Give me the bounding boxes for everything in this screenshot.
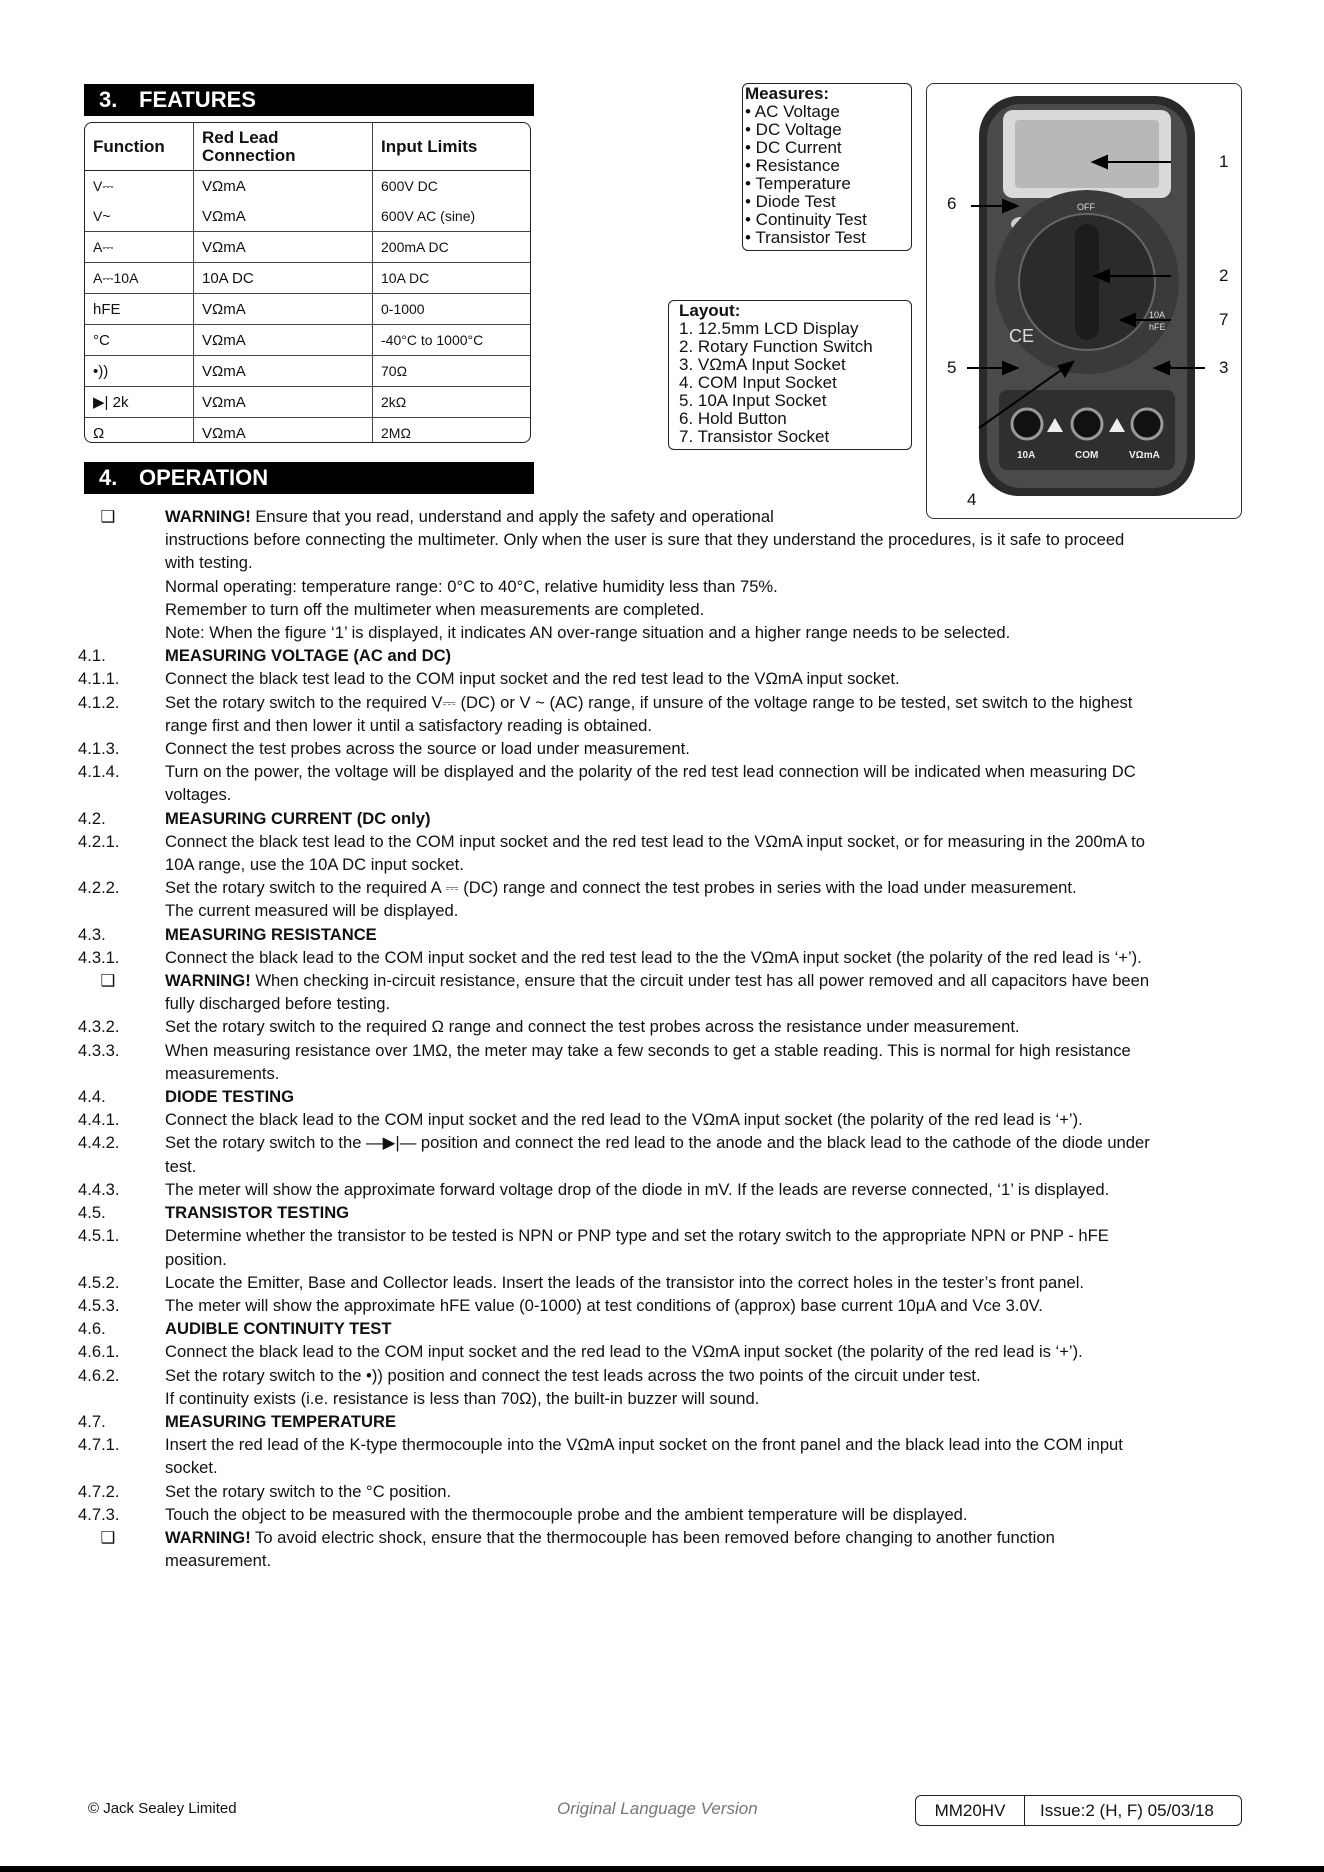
table-cell: 0-1000 xyxy=(373,294,531,325)
list-item: • Resistance xyxy=(745,156,840,175)
text-line xyxy=(78,1108,1248,1131)
multimeter-image xyxy=(927,84,1241,518)
checkbox-icon: ❑ xyxy=(100,507,116,526)
section-heading xyxy=(78,923,1248,946)
table-row xyxy=(85,294,530,325)
item-text: measurements. xyxy=(165,1063,280,1083)
table-cell: -40°C to 1000°C xyxy=(373,325,531,356)
item-text: WARNING! Ensure that you read, understand and apply the safety and operational xyxy=(165,507,774,526)
item-text: Locate the Emitter, Base and Collector leads. Insert the leads of the transistor into the correct holes in the tester’s front panel. xyxy=(165,1272,1085,1292)
item-text: MEASURING TEMPERATURE xyxy=(165,1411,397,1431)
item-number xyxy=(78,1387,165,1410)
text-line xyxy=(78,667,1248,690)
table-row xyxy=(85,232,530,263)
bottom-rule xyxy=(0,1866,1324,1872)
item-number: 4.3.2. xyxy=(78,1017,120,1037)
text-line xyxy=(78,1155,1248,1178)
table-cell: 2kΩ xyxy=(373,387,531,418)
text-line xyxy=(78,783,1248,806)
text-line xyxy=(78,1433,1248,1456)
text-line xyxy=(78,1224,1248,1247)
list-item: 7. Transistor Socket xyxy=(679,427,830,446)
item-number: 4.5. xyxy=(78,1203,106,1223)
table-row xyxy=(85,325,530,356)
text-line xyxy=(78,1015,1248,1038)
item-number xyxy=(78,783,165,806)
dial-label: OFF xyxy=(1077,202,1095,212)
table-cell: 10A DC xyxy=(194,263,373,294)
table-row xyxy=(85,387,530,418)
item-number: 4.1.4. xyxy=(78,762,120,782)
list-item: • Transistor Test xyxy=(745,228,866,247)
callout-6: 6 xyxy=(947,194,957,213)
item-number xyxy=(78,1155,165,1178)
item-text: Set the rotary switch to the •)) position and connect the test leads across the two points of the circuit under test. xyxy=(165,1365,981,1385)
item-number: 4.7.2. xyxy=(78,1481,120,1501)
item-number xyxy=(78,598,165,621)
item-number: 4.6.1. xyxy=(78,1342,120,1362)
features-table xyxy=(84,122,531,443)
item-number: 4.4. xyxy=(78,1087,106,1107)
item-text: Determine whether the transistor to be tested is NPN or PNP type and set the rotary switch to the appropriate NPN or PNP - hFE xyxy=(165,1226,1109,1246)
item-number: 4.2.1. xyxy=(78,831,120,851)
text-line xyxy=(78,575,1248,598)
warning-item xyxy=(78,969,1248,992)
section-heading xyxy=(78,1317,1248,1340)
table-cell: VΩmA xyxy=(194,387,373,418)
text-line xyxy=(78,1503,1248,1526)
operation-text xyxy=(78,505,1248,1572)
text-line xyxy=(78,853,1248,876)
item-text: Set the rotary switch to the °C position. xyxy=(165,1481,452,1501)
warning-item xyxy=(78,1526,1248,1549)
item-text: MEASURING CURRENT (DC only) xyxy=(165,808,431,828)
table-cell: 70Ω xyxy=(373,356,531,387)
item-text: with testing. xyxy=(165,553,253,573)
table-cell: VΩmA xyxy=(194,294,373,325)
multimeter-photo-frame xyxy=(926,83,1242,519)
list-item: 5. 10A Input Socket xyxy=(679,391,827,410)
section-heading xyxy=(78,1201,1248,1224)
item-text: Set the rotary switch to the required A ⎓ (DC) range and connect the test probes in series with the load under measurement. xyxy=(165,878,1077,898)
table-cell: V~ xyxy=(93,208,111,224)
table-cell: VΩmA xyxy=(194,418,373,444)
features-table-body xyxy=(85,171,530,444)
list-item: • DC Current xyxy=(745,138,842,157)
item-text: Connect the black test lead to the COM input socket and the red test lead to the VΩmA input socket. xyxy=(165,669,900,689)
text-line xyxy=(78,691,1248,714)
item-text: measurement. xyxy=(165,1551,272,1571)
table-row xyxy=(85,356,530,387)
table-cell: 600V DC xyxy=(373,171,531,202)
item-number xyxy=(78,899,165,922)
text-line xyxy=(78,1062,1248,1085)
item-number: 4.3.3. xyxy=(78,1040,120,1060)
item-text: The meter will show the approximate hFE value (0-1000) at test conditions of (approx) base current 10μA and Vce 3.0V. xyxy=(165,1295,1043,1315)
item-number: 4.7. xyxy=(78,1411,106,1431)
footer-version: Original Language Version xyxy=(557,1799,758,1818)
table-row xyxy=(85,171,530,202)
warning-label: WARNING! xyxy=(165,971,251,991)
callout-1: 1 xyxy=(1219,152,1229,171)
item-number: 4.1.3. xyxy=(78,739,120,759)
table-cell: V⎓ xyxy=(85,171,194,202)
table-cell: •)) xyxy=(85,356,194,387)
text-line xyxy=(78,876,1248,899)
table-header: Function xyxy=(85,123,194,171)
table-row xyxy=(85,418,530,444)
footer-model-box xyxy=(915,1795,1242,1826)
item-number: 4.2. xyxy=(78,808,106,828)
item-number: 4.1.1. xyxy=(78,669,120,689)
text-line xyxy=(78,1131,1248,1154)
text-line xyxy=(78,899,1248,922)
measures-box xyxy=(742,83,912,251)
list-item: • DC Voltage xyxy=(745,120,842,139)
text-line xyxy=(78,737,1248,760)
item-text: voltages. xyxy=(165,785,232,805)
item-text: TRANSISTOR TESTING xyxy=(165,1203,350,1223)
callout-7: 7 xyxy=(1219,310,1229,329)
section-heading xyxy=(78,1410,1248,1433)
warning-item xyxy=(78,505,1248,528)
text-line xyxy=(78,551,1248,574)
table-cell: 10A DC xyxy=(373,263,531,294)
callout-4: 4 xyxy=(967,490,977,509)
item-number: 4.3.1. xyxy=(78,947,120,967)
item-number xyxy=(78,528,165,551)
dial-label: 10A xyxy=(1149,310,1166,320)
table-cell: VΩmA xyxy=(194,356,373,387)
warning-label: WARNING! xyxy=(165,1527,251,1547)
table-cell: Ω xyxy=(85,418,194,444)
item-text: instructions before connecting the multimeter. Only when the user is sure that they understand the procedures, is it safe to proceed xyxy=(165,530,1125,550)
text-line xyxy=(78,1456,1248,1479)
layout-title: Layout: xyxy=(679,301,741,320)
item-text: Note: When the figure ‘1’ is displayed, it indicates AN over-range situation and a higher range needs to be selected. xyxy=(165,623,1011,643)
item-number: 4.4.1. xyxy=(78,1110,120,1130)
item-number: 4.7.1. xyxy=(78,1435,120,1455)
table-cell: A⎓10A xyxy=(85,263,194,294)
section-heading xyxy=(78,644,1248,667)
item-text: range first and then lower it until a satisfactory reading is obtained. xyxy=(165,715,653,735)
item-number xyxy=(78,551,165,574)
socket-label: VΩmA xyxy=(1129,450,1160,461)
item-text: Connect the test probes across the source or load under measurement. xyxy=(165,739,690,759)
layout-box xyxy=(668,300,912,450)
item-text: test. xyxy=(165,1156,197,1176)
item-text: Remember to turn off the multimeter when measurements are completed. xyxy=(165,599,705,619)
item-text: AUDIBLE CONTINUITY TEST xyxy=(165,1319,392,1339)
table-header: Red Lead Connection xyxy=(194,123,373,171)
text-line xyxy=(78,1039,1248,1062)
item-number: 4.3. xyxy=(78,924,106,944)
text-line xyxy=(78,830,1248,853)
item-text: Connect the black lead to the COM input socket and the red lead to the VΩmA input socket (the polarity of the red lead is ‘+’). xyxy=(165,1342,1083,1362)
item-number xyxy=(78,1549,165,1572)
item-text: Touch the object to be measured with the thermocouple probe and the ambient temperature will be displayed. xyxy=(165,1504,968,1524)
text-line xyxy=(78,1364,1248,1387)
item-number: 4.4.3. xyxy=(78,1179,120,1199)
item-text: Connect the black test lead to the COM input socket and the red test lead to the VΩmA input socket, or for measuring in the 200mA to xyxy=(165,831,1145,851)
text-line xyxy=(78,528,1248,551)
item-number xyxy=(78,1062,165,1085)
item-text: socket. xyxy=(165,1458,218,1478)
checkbox-icon: ❑ xyxy=(100,971,116,991)
table-cell: ▶| 2k xyxy=(85,387,194,418)
item-text: fully discharged before testing. xyxy=(165,994,391,1014)
table-row xyxy=(85,201,530,232)
text-line xyxy=(78,598,1248,621)
item-text: Connect the black lead to the COM input socket and the red test lead to the the VΩmA input socket (the polarity of the red lead is ‘+’). xyxy=(165,947,1142,967)
socket-label: COM xyxy=(1075,450,1099,461)
item-number xyxy=(78,1456,165,1479)
table-cell: VΩmA xyxy=(194,232,373,263)
footer-copyright: © Jack Sealey Limited xyxy=(88,1800,237,1817)
text-line xyxy=(78,946,1248,969)
footer-model: MM20HV xyxy=(916,1796,1025,1825)
item-text: 10A range, use the 10A DC input socket. xyxy=(165,855,464,875)
item-number xyxy=(78,853,165,876)
table-header: Input Limits xyxy=(373,123,531,171)
text-line xyxy=(78,992,1248,1015)
list-item: 1. 12.5mm LCD Display xyxy=(679,319,859,338)
layout-list xyxy=(679,320,911,446)
item-text: The meter will show the approximate forward voltage drop of the diode in mV. If the leads are reverse connected, ‘1’ is displayed. xyxy=(165,1179,1110,1199)
table-cell: 600V AC (sine) xyxy=(373,201,531,232)
text-line xyxy=(78,1480,1248,1503)
table-cell: 200mA DC xyxy=(373,232,531,263)
item-number: 4.6. xyxy=(78,1319,106,1339)
item-number xyxy=(78,575,165,598)
item-number xyxy=(78,1248,165,1271)
table-cell: VΩmA xyxy=(194,171,373,202)
item-number: 4.5.1. xyxy=(78,1226,120,1246)
item-number: 4.1. xyxy=(78,646,106,666)
item-text: DIODE TESTING xyxy=(165,1087,295,1107)
item-number: 4.5.2. xyxy=(78,1272,120,1292)
dial-label: hFE xyxy=(1149,322,1166,332)
item-number xyxy=(78,714,165,737)
item-text: WARNING! To avoid electric shock, ensure that the thermocouple has been removed before changing to another function xyxy=(165,1527,1055,1547)
item-text: WARNING! When checking in-circuit resistance, ensure that the circuit under test has all power removed and all capacitors have been xyxy=(165,971,1150,991)
table-cell: °C xyxy=(85,325,194,356)
list-item: 4. COM Input Socket xyxy=(679,373,837,392)
svg-text:CE: CE xyxy=(1009,326,1035,346)
item-text: Set the rotary switch to the required Ω range and connect the test probes across the resistance under measurement. xyxy=(165,1017,1020,1037)
item-text: MEASURING RESISTANCE xyxy=(165,924,377,944)
text-line xyxy=(78,1340,1248,1363)
list-item: 3. VΩmA Input Socket xyxy=(679,355,846,374)
measures-title: Measures: xyxy=(745,84,830,103)
table-row xyxy=(85,263,530,294)
text-line xyxy=(78,1387,1248,1410)
operation-heading: 4. OPERATION xyxy=(84,462,534,494)
text-line xyxy=(78,621,1248,644)
list-item: 6. Hold Button xyxy=(679,409,787,428)
checkbox-icon: ❑ xyxy=(100,1527,116,1547)
table-cell: VΩmA xyxy=(194,201,373,232)
item-text: Turn on the power, the voltage will be displayed and the polarity of the red test lead connection will be indicated when measuring DC xyxy=(165,762,1136,782)
item-text: When measuring resistance over 1MΩ, the meter may take a few seconds to get a stable reading. This is normal for high resistance xyxy=(165,1040,1131,1060)
item-text: Set the rotary switch to the —▶|— position and connect the red lead to the anode and the black lead to the cathode of the diode under xyxy=(165,1133,1150,1153)
item-number: 4.6.2. xyxy=(78,1365,120,1385)
item-number xyxy=(78,992,165,1015)
item-number xyxy=(78,621,165,644)
item-number: 4.2.2. xyxy=(78,878,120,898)
item-number: 4.4.2. xyxy=(78,1133,120,1153)
text-line xyxy=(78,1549,1248,1572)
measures-list xyxy=(745,103,911,247)
item-number: 4.7.3. xyxy=(78,1504,120,1524)
item-text: Set the rotary switch to the required V⎓ (DC) or V ~ (AC) range, if unsure of the voltage range to be tested, set switch to the highest xyxy=(165,692,1133,712)
table-cell: VΩmA xyxy=(194,325,373,356)
text-line xyxy=(78,1294,1248,1317)
item-text: Normal operating: temperature range: 0°C to 40°C, relative humidity less than 75%. xyxy=(165,576,778,596)
warning-label: WARNING! xyxy=(165,507,251,526)
table-cell: hFE xyxy=(85,294,194,325)
text-line xyxy=(78,1271,1248,1294)
item-text: If continuity exists (i.e. resistance is less than 70Ω), the built-in buzzer will sound. xyxy=(165,1388,760,1408)
features-heading: 3. FEATURES xyxy=(84,84,534,116)
list-item: • Diode Test xyxy=(745,192,836,211)
list-item: • Continuity Test xyxy=(745,210,867,229)
socket-label: 10A xyxy=(1017,450,1036,461)
section-heading xyxy=(78,1085,1248,1108)
item-text: Insert the red lead of the K-type thermocouple into the VΩmA input socket on the front panel and the black lead into the COM input xyxy=(165,1435,1123,1455)
list-item: 2. Rotary Function Switch xyxy=(679,337,873,356)
callout-5: 5 xyxy=(947,358,957,377)
text-line xyxy=(78,1248,1248,1271)
item-number: 4.1.2. xyxy=(78,692,120,712)
item-text: The current measured will be displayed. xyxy=(165,901,459,921)
table-cell: A⎓ xyxy=(85,232,194,263)
footer-issue: Issue:2 (H, F) 05/03/18 xyxy=(1040,1800,1214,1820)
list-item: • Temperature xyxy=(745,174,851,193)
text-line xyxy=(78,714,1248,737)
text-line xyxy=(78,1178,1248,1201)
section-heading xyxy=(78,807,1248,830)
list-item: • AC Voltage xyxy=(745,102,840,121)
callout-2: 2 xyxy=(1219,266,1229,285)
text-line xyxy=(78,760,1248,783)
item-text: position. xyxy=(165,1249,227,1269)
item-text: MEASURING VOLTAGE (AC and DC) xyxy=(165,646,452,666)
item-number: 4.5.3. xyxy=(78,1295,120,1315)
table-cell: 2MΩ xyxy=(373,418,531,444)
callout-3: 3 xyxy=(1219,358,1229,377)
item-text: Connect the black lead to the COM input socket and the red lead to the VΩmA input socket (the polarity of the red lead is ‘+’). xyxy=(165,1110,1083,1130)
